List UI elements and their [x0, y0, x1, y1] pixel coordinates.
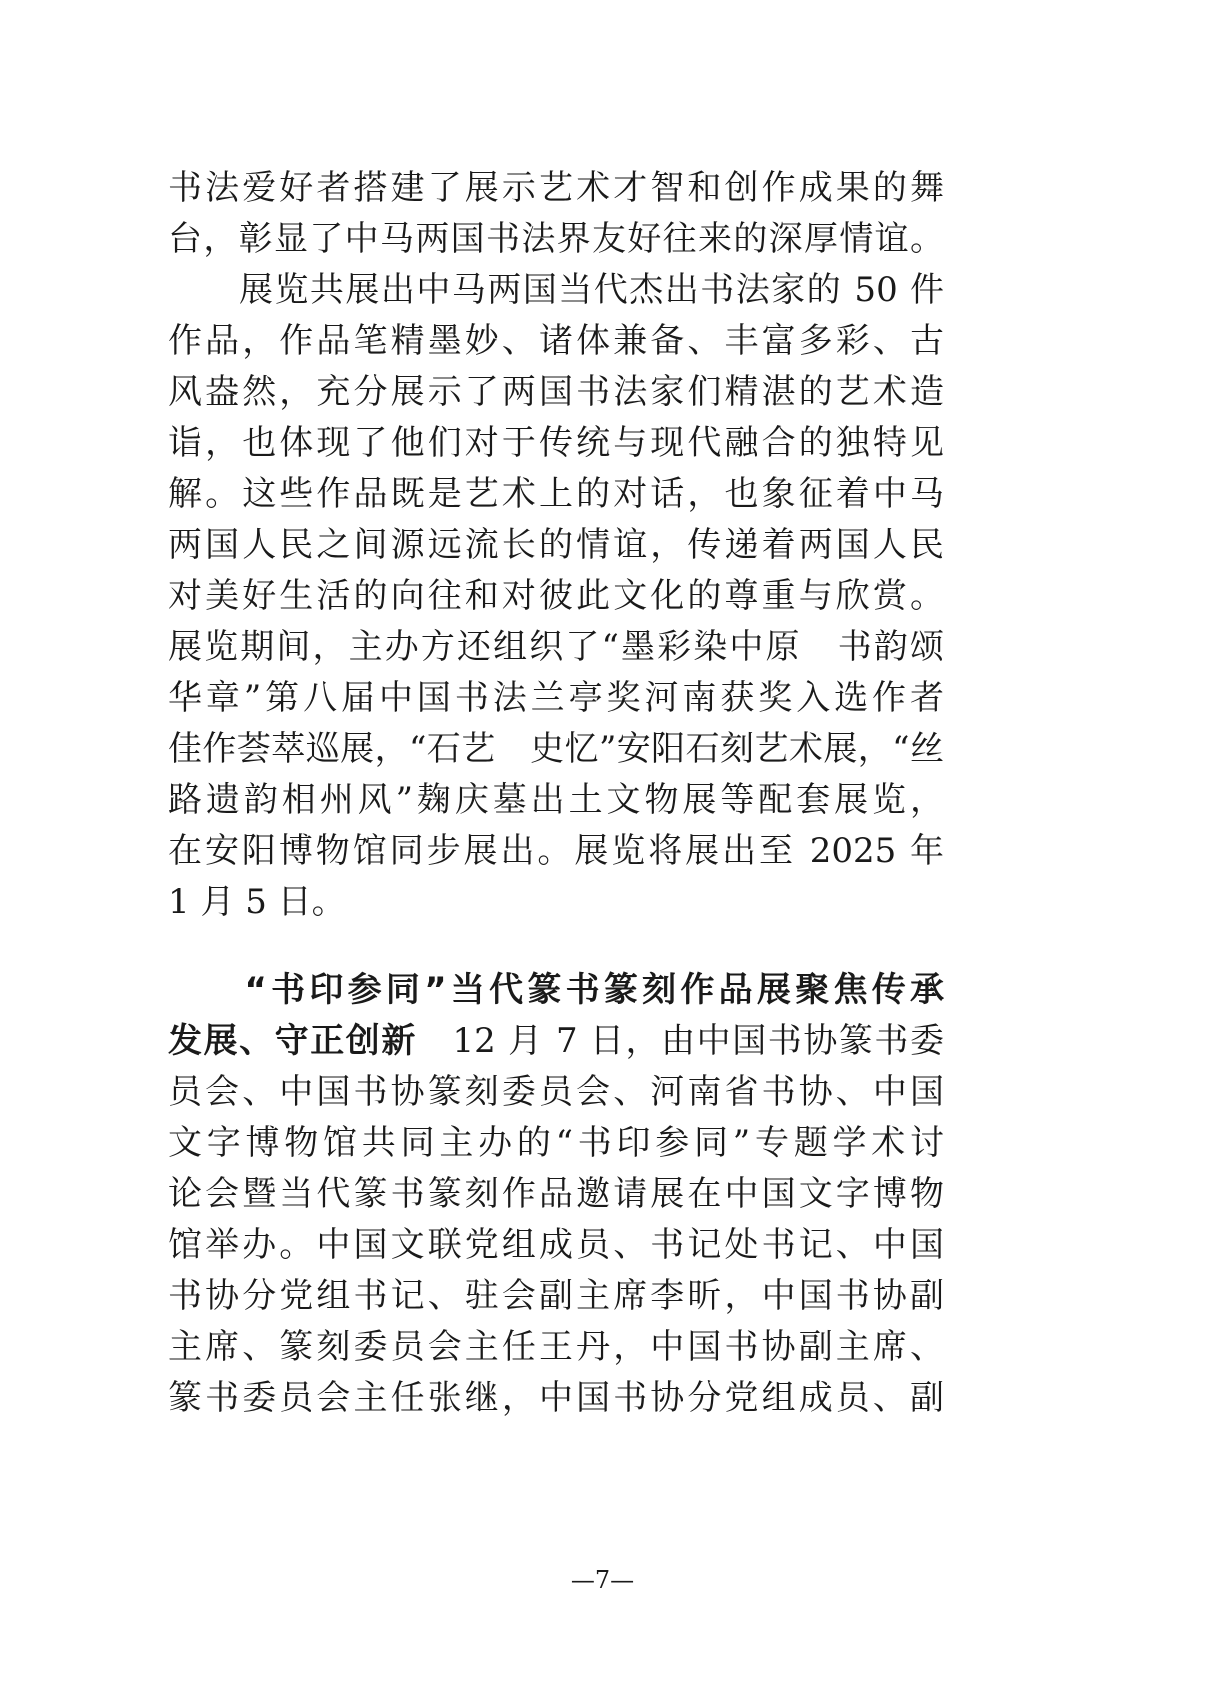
section-heading-tail: 发展、守正创新	[168, 1021, 417, 1061]
text-line: 台，彰显了中马两国书法界友好往来的深厚情谊。	[168, 219, 944, 259]
text-line: 书法爱好者搭建了展示艺术才智和创作成果的舞	[168, 168, 944, 208]
text-line: 佳作荟萃巡展，“石艺 史忆”安阳石刻艺术展，“丝	[168, 729, 944, 769]
text-line	[168, 1016, 944, 1066]
text-span: 12 月 7 日，由中国书协篆书委	[416, 1021, 944, 1061]
text-line: 论会暨当代篆书篆刻作品邀请展在中国文字博物	[168, 1174, 944, 1214]
text-line: 展览共展出中马两国当代杰出书法家的 50 件	[168, 270, 944, 310]
text-line: 文字博物馆共同主办的“书印参同”专题学术讨	[168, 1123, 944, 1163]
text-line: 风盎然，充分展示了两国书法家们精湛的艺术造	[168, 372, 944, 412]
text-line: 1 月 5 日。	[168, 882, 346, 922]
text-line: 解。这些作品既是艺术上的对话，也象征着中马	[168, 474, 944, 514]
section-heading: “书印参同”当代篆书篆刻作品展聚焦传承	[168, 970, 944, 1010]
text-line: 书协分党组书记、驻会副主席李昕，中国书协副	[168, 1276, 944, 1316]
text-line: 篆书委员会主任张继，中国书协分党组成员、副	[168, 1378, 944, 1418]
text-line: 华章”第八届中国书法兰亭奖河南获奖入选作者	[168, 678, 944, 718]
text-line: 两国人民之间源远流长的情谊，传递着两国人民	[168, 525, 944, 565]
text-line: 员会、中国书协篆刻委员会、河南省书协、中国	[168, 1072, 944, 1112]
text-line: 路遗韵相州风”麹庆墓出土文物展等配套展览，	[168, 780, 944, 820]
text-line: 主席、篆刻委员会主任王丹，中国书协副主席、	[168, 1327, 944, 1367]
text-line: 作品，作品笔精墨妙、诸体兼备、丰富多彩、古	[168, 321, 944, 361]
text-line: 对美好生活的向往和对彼此文化的尊重与欣赏。	[168, 576, 944, 616]
text-line: 在安阳博物馆同步展出。展览将展出至 2025 年	[168, 831, 944, 871]
page-number: —7—	[570, 1566, 635, 1594]
text-line: 馆举办。中国文联党组成员、书记处书记、中国	[168, 1225, 944, 1265]
text-line: 展览期间，主办方还组织了“墨彩染中原 书韵颂	[168, 627, 944, 667]
text-line: 诣，也体现了他们对于传统与现代融合的独特见	[168, 423, 944, 463]
